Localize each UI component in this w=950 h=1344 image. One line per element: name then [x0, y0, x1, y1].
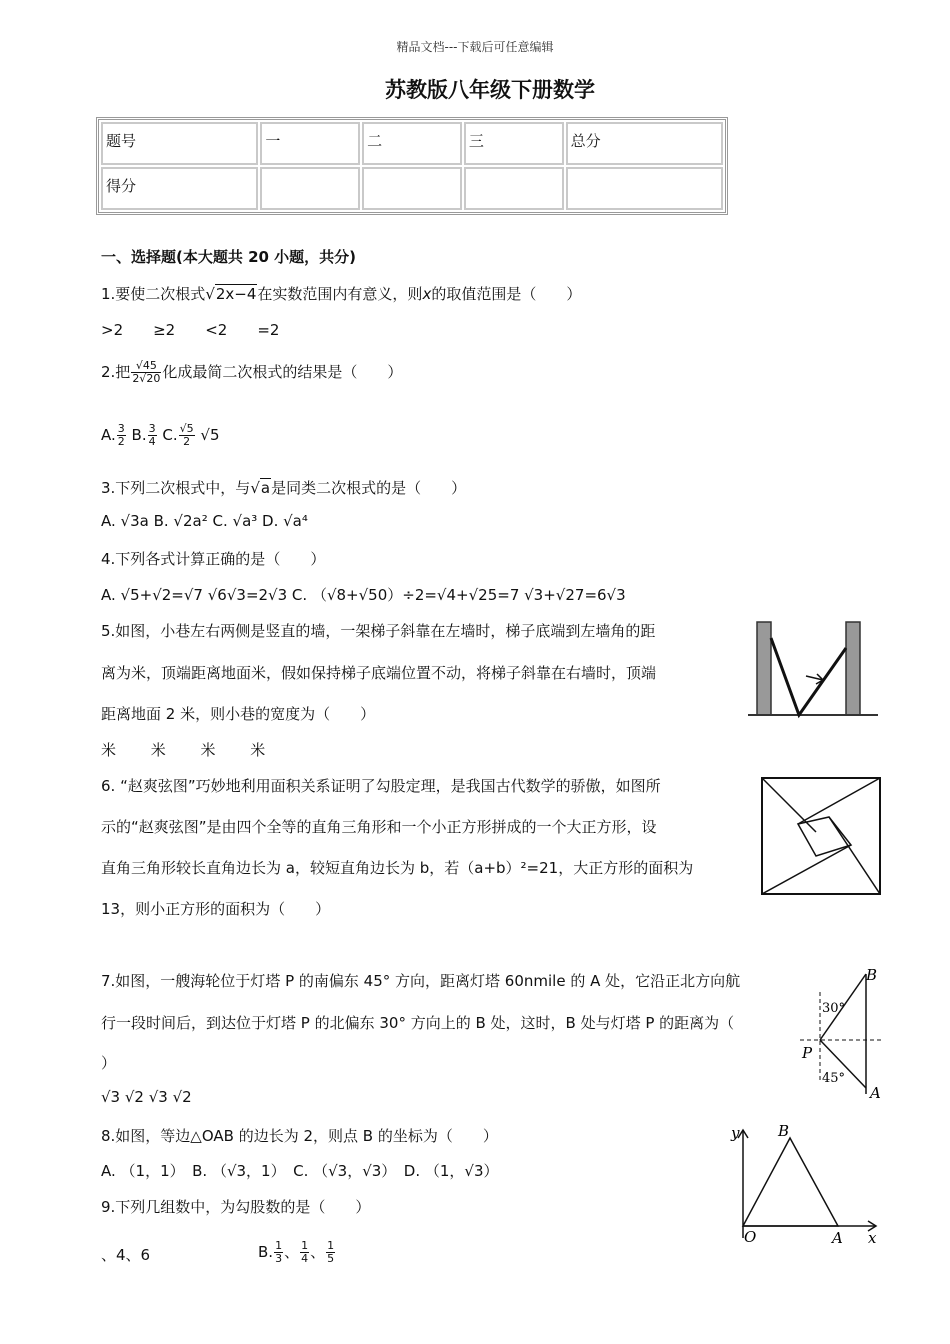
question-6-line: 直角三角形较长直角边长为 a，较短直角边长为 b，若（a+b）²=21，大正方形的面积为	[101, 859, 694, 877]
question-5-line: 距离地面 2 米，则小巷的宽度为（ ）	[101, 705, 376, 723]
score-cell: 题号	[101, 122, 258, 165]
question-7-line: 行一段时间后，到达位于灯塔 P 的北偏东 30° 方向上的 B 处，这时，B 处与灯塔 P 的距离为（	[101, 1014, 735, 1032]
score-cell: 总分	[566, 122, 723, 165]
angle-45-label: 45°	[822, 1071, 846, 1086]
question-7-line: 7.如图，一艘海轮位于灯塔 P 的南偏东 45° 方向，距离灯塔 60nmile 的 A 处，它沿正北方向航	[101, 972, 741, 990]
axis-x-label: x	[868, 1229, 877, 1247]
question-7-line: ）	[101, 1054, 117, 1072]
label-O: O	[744, 1228, 757, 1246]
page-title: 苏教版八年级下册数学	[385, 78, 595, 102]
label-B: B	[778, 1122, 790, 1140]
question-4-options: A. √5+√2=√7 √6√3=2√3 C. （√8+√50）÷2=√4+√25=7 √3+√27=6√3	[101, 586, 626, 604]
score-cell: 得分	[101, 167, 258, 210]
question-9: 9.下列几组数中，为勾股数的是（ ）	[101, 1198, 371, 1216]
question-1-options: >2 ≥2 <2 =2	[101, 321, 280, 339]
label-P: P	[802, 1044, 813, 1062]
question-8-options: A. （1，1） B. （√3，1） C. （√3，√3） D. （1，√3）	[101, 1162, 499, 1180]
question-9-option-a: 、4、6	[101, 1246, 151, 1264]
question-8: 8.如图，等边△OAB 的边长为 2，则点 B 的坐标为（ ）	[101, 1127, 498, 1145]
question-7-options: √3 √2 √3 √2	[101, 1088, 192, 1106]
question-2: 2.把 $\frac{√45}{2√20}$ 化成最简二次根式的结果是（ ）	[101, 359, 403, 385]
question-6-line: 示的“赵爽弦图”是由四个全等的直角三角形和一个小正方形拼成的一个大正方形，设	[101, 818, 657, 836]
score-cell	[566, 167, 723, 210]
zhao-shuang-diagram	[760, 776, 884, 896]
page-header: 精品文档---下载后可任意编辑	[396, 40, 554, 54]
score-table	[96, 117, 728, 215]
question-5-line: 离为米，顶端距离地面米，假如保持梯子底端位置不动，将梯子斜靠在右墙时，顶端	[101, 664, 657, 682]
question-3: 3.下列二次根式中，与√a是同类二次根式的是（ ）	[101, 479, 467, 497]
label-A: A	[870, 1084, 881, 1102]
section-heading: 一、选择题(本大题共 20 小题，共分)	[101, 248, 357, 266]
question-2-options: A. $\frac{3}{2}$ B. $\frac{3}{4}$ C. $\frac{√5}{2}$ √5	[101, 422, 220, 448]
score-cell: 一	[260, 122, 360, 165]
question-4: 4.下列各式计算正确的是（ ）	[101, 550, 326, 568]
question-9-option-b: B. $\frac{1}{3}$ 、 $\frac{1}{4}$ 、 $\frac{1}{5}$	[258, 1239, 335, 1265]
alley-ladder-figure	[748, 618, 880, 720]
question-3-options: A. √3a B. √2a² C. √a³ D. √a⁴	[101, 512, 308, 530]
question-1: 1.要使二次根式√2x−4在实数范围内有意义，则x的取值范围是（ ）	[101, 285, 582, 303]
question-5-options: 米 米 米 米	[101, 741, 266, 759]
question-6-line: 6. “赵爽弦图”巧妙地利用面积关系证明了勾股定理，是我国古代数学的骄傲，如图所	[101, 777, 661, 795]
coordinate-triangle-figure	[728, 1122, 883, 1252]
lighthouse-figure	[798, 962, 888, 1102]
question-5-line: 5.如图，小巷左右两侧是竖直的墙，一架梯子斜靠在左墙时，梯子底端到左墙角的距	[101, 622, 656, 640]
score-cell: 二	[362, 122, 462, 165]
angle-30-label: 30°	[822, 1001, 846, 1016]
axis-y-label: y	[731, 1124, 740, 1142]
score-cell	[260, 167, 360, 210]
question-6-line: 13，则小正方形的面积为（ ）	[101, 900, 331, 918]
score-cell	[362, 167, 462, 210]
label-B: B	[866, 966, 878, 984]
label-A: A	[832, 1229, 843, 1247]
score-cell	[464, 167, 564, 210]
score-cell: 三	[464, 122, 564, 165]
